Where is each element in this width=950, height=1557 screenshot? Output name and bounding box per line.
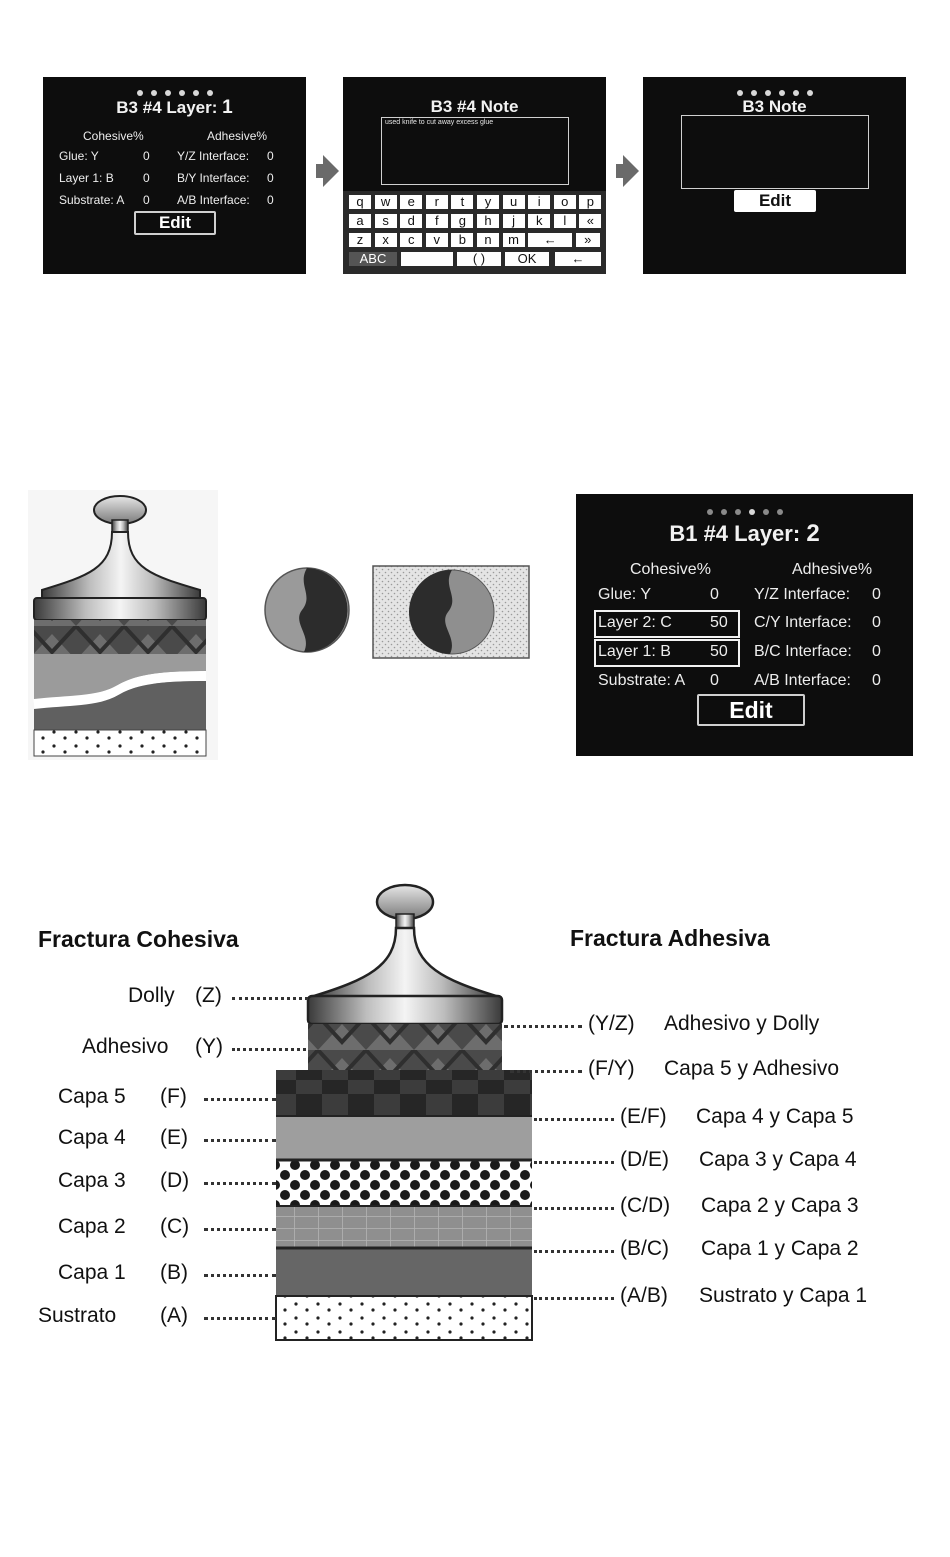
interface-name-label: Sustrato y Capa 1 bbox=[699, 1284, 868, 1307]
keyboard-key[interactable]: ← bbox=[528, 233, 572, 247]
cohesive-label: Layer 1: B bbox=[598, 643, 671, 660]
edit-button[interactable]: Edit bbox=[134, 211, 216, 235]
keyboard-key[interactable]: m bbox=[503, 233, 525, 247]
cohesive-label: Layer 2: C bbox=[598, 614, 672, 631]
screen-title: B3 Note bbox=[742, 97, 807, 116]
interface-code-label: (C/D) bbox=[620, 1194, 671, 1217]
adhesive-value: 0 bbox=[872, 643, 881, 660]
test-area-circle-icon bbox=[372, 565, 530, 659]
adhesive-header: Adhesive% bbox=[207, 129, 268, 143]
interface-code-label: (E/F) bbox=[620, 1105, 667, 1128]
screen-note-keyboard bbox=[343, 77, 606, 274]
cohesive-value: 50 bbox=[710, 614, 728, 631]
dolly-face-circle-icon bbox=[262, 565, 352, 655]
layer-name-label: Capa 1 bbox=[58, 1261, 126, 1284]
layer-code-label: (Y) bbox=[195, 1035, 223, 1058]
leader-line bbox=[534, 1161, 614, 1164]
screen-title: B3 #4 Layer: 1 bbox=[116, 97, 233, 118]
keyboard-key[interactable]: r bbox=[426, 195, 448, 209]
keyboard-key[interactable]: x bbox=[375, 233, 397, 247]
keyboard-key[interactable]: c bbox=[400, 233, 422, 247]
screen-note-saved bbox=[643, 77, 906, 274]
adhesive-value: 0 bbox=[872, 586, 881, 603]
keyboard-key[interactable]: u bbox=[503, 195, 525, 209]
keyboard-key[interactable]: o bbox=[554, 195, 576, 209]
keyboard-key[interactable]: a bbox=[349, 214, 371, 228]
screen-title: B1 #4 Layer: 2 bbox=[669, 520, 820, 547]
adhesive-value: 0 bbox=[872, 672, 881, 689]
adhesive-value: 0 bbox=[872, 614, 881, 631]
adhesive-label: B/C Interface: bbox=[754, 643, 852, 660]
cohesive-value: 0 bbox=[710, 586, 719, 603]
layer-code-label: (A) bbox=[160, 1304, 188, 1327]
keyboard-key[interactable]: f bbox=[426, 214, 448, 228]
screen-title: B3 #4 Note bbox=[430, 97, 519, 116]
leader-line bbox=[204, 1139, 276, 1142]
leader-line bbox=[232, 1048, 306, 1051]
adhesive-label: A/B Interface: bbox=[754, 672, 851, 689]
keyboard-key[interactable]: k bbox=[528, 214, 550, 228]
keyboard-key[interactable]: z bbox=[349, 233, 371, 247]
cohesive-label: Glue: Y bbox=[598, 586, 652, 603]
note-textarea[interactable] bbox=[381, 117, 569, 185]
cohesive-header: Cohesive% bbox=[83, 129, 144, 143]
screen-layer-summary-1 bbox=[43, 77, 306, 274]
adhesive-label: B/Y Interface: bbox=[177, 171, 250, 185]
layer-name-label: Sustrato bbox=[38, 1304, 117, 1327]
space-key[interactable] bbox=[401, 252, 453, 266]
keyboard-key[interactable]: g bbox=[451, 214, 473, 228]
keyboard-key[interactable]: ← bbox=[555, 252, 601, 266]
adhesive-fracture-title: Fractura Adhesiva bbox=[570, 925, 770, 951]
keyboard-key[interactable]: e bbox=[400, 195, 422, 209]
keyboard-key[interactable]: l bbox=[554, 214, 576, 228]
keyboard-key[interactable]: b bbox=[451, 233, 473, 247]
leader-line bbox=[534, 1250, 614, 1253]
interface-code-label: (F/Y) bbox=[588, 1057, 635, 1080]
adhesive-value: 0 bbox=[267, 171, 274, 185]
interface-code-label: (D/E) bbox=[620, 1148, 669, 1171]
interface-code-label: (B/C) bbox=[620, 1237, 669, 1260]
keyboard-key[interactable]: h bbox=[477, 214, 499, 228]
cohesive-label: Substrate: A bbox=[598, 672, 686, 689]
interface-name-label: Capa 3 y Capa 4 bbox=[699, 1148, 857, 1171]
cohesive-value: 0 bbox=[143, 149, 150, 163]
adhesive-value: 0 bbox=[267, 193, 274, 207]
keyboard-key[interactable]: w bbox=[375, 195, 397, 209]
leader-line bbox=[534, 1207, 614, 1210]
abc-key[interactable]: ABC bbox=[349, 252, 397, 266]
note-box[interactable] bbox=[681, 115, 869, 189]
layer-code-label: (D) bbox=[160, 1169, 190, 1192]
edit-button[interactable]: Edit bbox=[697, 694, 805, 726]
cohesive-value: 0 bbox=[143, 193, 150, 207]
keyboard-key[interactable]: i bbox=[528, 195, 550, 209]
interface-name-label: Adhesivo y Dolly bbox=[664, 1012, 820, 1035]
adhesive-value: 0 bbox=[267, 149, 274, 163]
layer-code-label: (Z) bbox=[195, 984, 222, 1007]
cohesive-value: 0 bbox=[710, 672, 719, 689]
leader-line bbox=[504, 1025, 582, 1028]
page-dots bbox=[576, 502, 913, 520]
layer-name-label: Adhesivo bbox=[82, 1035, 169, 1058]
interface-name-label: Capa 4 y Capa 5 bbox=[696, 1105, 854, 1128]
layer-name-label: Capa 5 bbox=[58, 1085, 126, 1108]
keyboard-key[interactable]: q bbox=[349, 195, 371, 209]
adhesive-label: Y/Z Interface: bbox=[177, 149, 250, 163]
adhesive-label: Y/Z Interface: bbox=[754, 586, 851, 603]
keyboard-key[interactable]: j bbox=[503, 214, 525, 228]
cohesive-header: Cohesive% bbox=[630, 561, 711, 578]
layer-code-label: (F) bbox=[160, 1085, 187, 1108]
keyboard-key[interactable]: ( ) bbox=[457, 252, 501, 266]
on-screen-keyboard bbox=[343, 191, 606, 274]
layer-name-label: Capa 3 bbox=[58, 1169, 126, 1192]
keyboard-key[interactable]: p bbox=[579, 195, 601, 209]
edit-button[interactable]: Edit bbox=[734, 190, 816, 212]
dolly-layer-stack-illustration bbox=[270, 880, 540, 1345]
leader-line bbox=[204, 1182, 276, 1185]
leader-line bbox=[232, 997, 308, 1000]
interface-name-label: Capa 1 y Capa 2 bbox=[701, 1237, 859, 1260]
leader-line bbox=[510, 1070, 582, 1073]
keyboard-key[interactable]: d bbox=[400, 214, 422, 228]
interface-name-label: Capa 2 y Capa 3 bbox=[701, 1194, 859, 1217]
keyboard-key[interactable]: t bbox=[451, 195, 473, 209]
cohesive-value: 50 bbox=[710, 643, 728, 660]
cohesive-value: 0 bbox=[143, 171, 150, 185]
keyboard-key[interactable]: n bbox=[477, 233, 499, 247]
dolly-cohesive-fracture-illustration bbox=[28, 490, 218, 760]
cohesive-label: Layer 1: B bbox=[59, 171, 114, 185]
layer-name-label: Capa 4 bbox=[58, 1126, 126, 1149]
keyboard-key[interactable]: s bbox=[375, 214, 397, 228]
cohesive-fracture-title: Fractura Cohesiva bbox=[38, 926, 239, 952]
interface-name-label: Capa 5 y Adhesivo bbox=[664, 1057, 840, 1080]
leader-line bbox=[534, 1118, 614, 1121]
cohesive-label: Substrate: A bbox=[59, 193, 125, 207]
keyboard-key[interactable]: y bbox=[477, 195, 499, 209]
adhesive-header: Adhesive% bbox=[792, 561, 873, 578]
keyboard-key[interactable]: « bbox=[579, 214, 601, 228]
adhesive-label: A/B Interface: bbox=[177, 193, 250, 207]
interface-code-label: (Y/Z) bbox=[588, 1012, 635, 1035]
layer-name-label: Capa 2 bbox=[58, 1215, 126, 1238]
leader-line bbox=[204, 1274, 276, 1277]
keyboard-key[interactable]: v bbox=[426, 233, 448, 247]
keyboard-key[interactable]: » bbox=[576, 233, 600, 247]
cohesive-label: Glue: Y bbox=[59, 149, 99, 163]
screen-layer-summary-2 bbox=[576, 494, 913, 756]
layer-name-label: Dolly bbox=[128, 984, 175, 1007]
leader-line bbox=[204, 1098, 276, 1101]
leader-line bbox=[204, 1317, 276, 1320]
interface-code-label: (A/B) bbox=[620, 1284, 668, 1307]
layer-code-label: (B) bbox=[160, 1261, 188, 1284]
leader-line bbox=[534, 1297, 614, 1300]
layer-code-label: (C) bbox=[160, 1215, 190, 1238]
adhesive-label: C/Y Interface: bbox=[754, 614, 852, 631]
ok-key[interactable]: OK bbox=[505, 252, 549, 266]
leader-line bbox=[204, 1228, 276, 1231]
note-text: used knife to cut away excess glue bbox=[385, 119, 494, 126]
layer-code-label: (E) bbox=[160, 1126, 188, 1149]
